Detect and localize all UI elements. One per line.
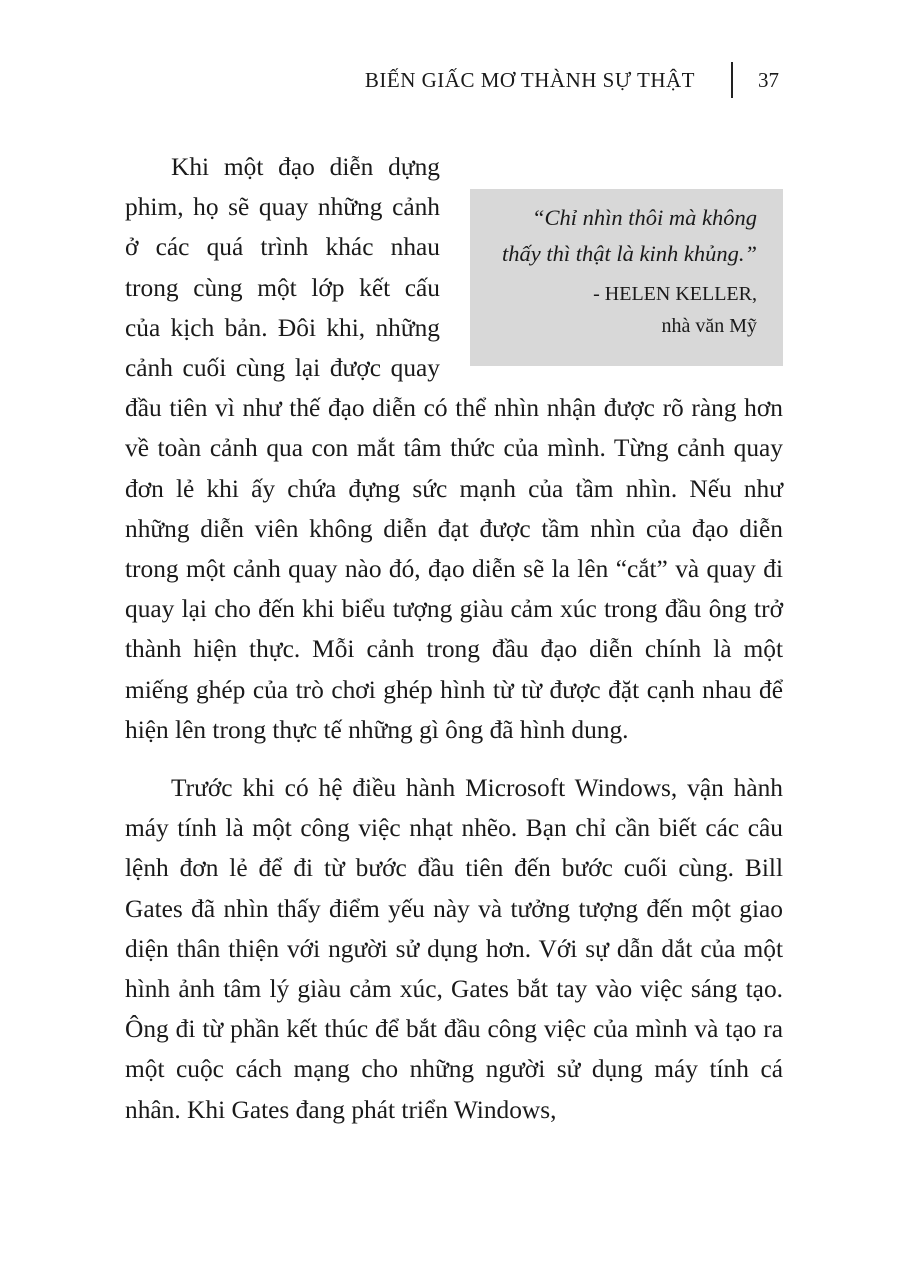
paragraph-2: Trước khi có hệ điều hành Microsoft Windows, vận hành máy tính là một công việc nhạt nhẽo. Bạn chỉ cần biết các câu lệnh đơn lẻ để đi từ bước đầu tiên đến bước cuối cùng. Bill Gates đã nhìn thấy điểm yếu này và tưởng tượng đến một giao diện thân thiện với người sử dụng hơn. Với sự dẫn dắt của một hình ảnh tâm lý giàu cảm xúc, Gates bắt tay vào việc sáng tạo. Ông đi từ phần kết thúc để bắt đầu công việc của mình và tạo ra một cuộc cách mạng cho những người sử dụng máy tính cá nhân. Khi Gates đang phát triển Windows, <box>125 774 783 1124</box>
body-text <box>125 147 783 1130</box>
page-number: 37 <box>758 68 779 92</box>
quote-author-role: nhà văn Mỹ <box>661 315 757 337</box>
quote-text: “Chỉ nhìn thôi mà không thấy thì thật là kinh khủng.” <box>502 205 757 266</box>
running-header <box>0 62 910 102</box>
quote-author: - HELEN KELLER, <box>593 283 757 305</box>
pull-quote-box <box>470 189 783 366</box>
running-header-title: BIẾN GIẤC MƠ THÀNH SỰ THẬT <box>364 68 695 92</box>
paragraph-1: Khi một đạo diễn dựng phim, họ sẽ quay những cảnh ở các quá trình khác nhau trong cùng một lớp kết cấu của kịch bản. Đôi khi, những cảnh cuối cùng lại được quay đầu tiên vì như thế đạo diễn có thể nhìn nhận được rõ ràng hơn về toàn cảnh qua con mắt tâm thức của mình. Từng cảnh quay đơn lẻ khi ấy chứa đựng sức mạnh của tầm nhìn. Nếu như những diễn viên không diễn đạt được tầm nhìn của đạo diễn trong một cảnh quay nào đó, đạo diễn sẽ la lên “cắt” và quay đi quay lại cho đến khi biểu tượng giàu cảm xúc trong đầu ông trở thành hiện thực. Mỗi cảnh trong đầu đạo diễn chính là một miếng ghép của trò chơi ghép hình từ từ được đặt cạnh nhau để hiện lên trong thực tế những gì ông đã hình dung. <box>125 153 783 744</box>
header-divider <box>731 62 733 98</box>
